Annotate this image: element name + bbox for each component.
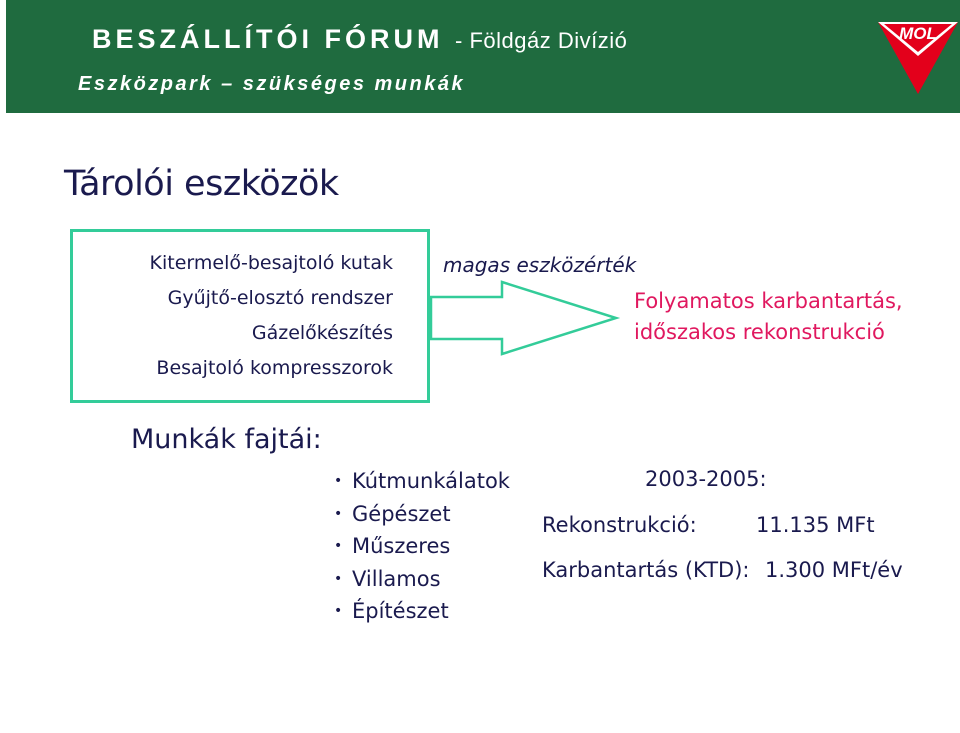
division-name: - Földgáz Divízió [455, 28, 628, 53]
arrow-label: magas eszközérték [443, 253, 637, 277]
maintenance-cost-value: 1.300 MFt/év [765, 558, 903, 582]
asset-box [70, 229, 430, 403]
maintenance-line: Folyamatos karbantartás, [634, 289, 903, 313]
asset-item: Kitermelő-besajtoló kutak [149, 252, 393, 274]
asset-item: Besajtoló kompresszorok [156, 357, 393, 379]
list-item [334, 465, 510, 498]
reconstruction-value: 11.135 MFt [756, 513, 875, 537]
reconstruction-label: Rekonstrukció: [542, 513, 697, 537]
forum-name: BESZÁLLÍTÓI FÓRUM [92, 24, 444, 54]
header-subtitle: Eszközpark – szükséges munkák [78, 73, 466, 95]
bullet-icon: • [334, 603, 343, 619]
forum-title [92, 24, 627, 55]
list-item [334, 563, 510, 596]
work-type-label: Gépészet [352, 501, 451, 526]
list-item [334, 498, 510, 531]
work-types-list [334, 465, 510, 628]
maintenance-cost-label: Karbantartás (KTD): [542, 558, 750, 582]
list-item [334, 595, 510, 628]
bullet-icon: • [334, 505, 343, 522]
asset-item: Gázelőkészítés [251, 322, 393, 344]
cost-period: 2003-2005: [645, 467, 767, 491]
bullet-icon: • [334, 538, 343, 554]
work-type-label: Kútmunkálatok [352, 469, 510, 493]
work-type-label: Építészet [352, 599, 449, 623]
header-banner [6, 0, 960, 113]
maintenance-line: időszakos rekonstrukció [634, 320, 885, 344]
mol-logo [878, 16, 958, 94]
logo-text: MOL [899, 24, 937, 43]
page-title: Tárolói eszközök [64, 164, 339, 204]
bullet-icon: • [334, 473, 343, 489]
list-item [334, 530, 510, 563]
work-type-label: Villamos [352, 566, 441, 591]
work-type-label: Műszeres [352, 534, 451, 558]
arrow-shape [430, 280, 630, 360]
asset-item: Gyűjtő-elosztó rendszer [167, 287, 393, 309]
bullet-icon: • [334, 570, 343, 587]
work-types-heading: Munkák fajtái: [131, 424, 322, 455]
